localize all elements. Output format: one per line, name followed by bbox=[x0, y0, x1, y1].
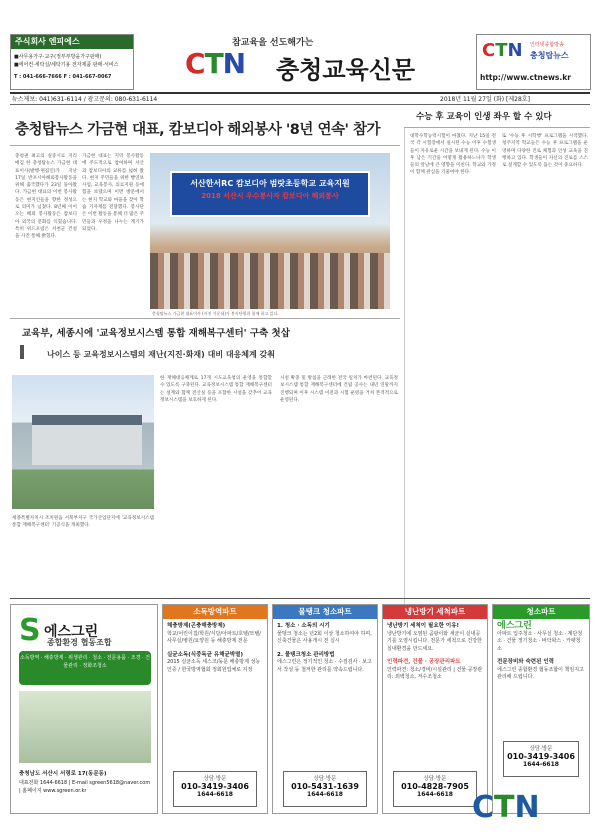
photo-banner bbox=[170, 171, 370, 217]
sgreen-address: 충청남도 서산시 서령로 17(동문동) bbox=[19, 771, 107, 777]
photo-banner-bottom: 2018 서산시 우수봉사자 캄보디아 해외봉사 bbox=[201, 192, 339, 200]
article2-rule bbox=[10, 318, 400, 319]
box-text2: 인력파견: 청소/경비/시설관리 | 건물·공장관리: 외벽청소, 저수조청소 bbox=[387, 666, 483, 680]
issue-date: 2018년 11월 27일 (화) [제28호] bbox=[440, 96, 530, 103]
box-text2: 에스그린은 정기적인 청소 · 수질검사 · 보고서 작성 등 철저한 관리를 약속드립니다. bbox=[277, 659, 372, 673]
info-rule bbox=[10, 104, 590, 105]
side-col2: 또 '수능 후 시학행' 프로그램을 시작했다. 청주지역 학교들은 수능 후 프로그램을 운영하며 다양한 진로 체험과 인성 교육을 진행하고 있다. 학생들이 자신의 진로를 스스로 설계할 수 있도록 돕는 것이 중요하다. bbox=[502, 134, 588, 169]
box-title2: 2. 물탱크청소 관리방법 bbox=[277, 651, 335, 658]
ad-box-disinfection[interactable] bbox=[162, 604, 268, 814]
building-render bbox=[32, 415, 142, 465]
box-phone[interactable]: 상담·방문 010-4828-7905 1644-6618 bbox=[393, 771, 477, 807]
article2-col3: 시설 확충 및 방침을 근래한 전국 일치가 마련된다. 교육정보시스템 통합 재해복구센터에 건립 공사는 내년 연말까지 진행되며 이후 시스템 이전과 시험 운영을 거쳐 본격적으로 운영된다. bbox=[280, 376, 398, 403]
box-header: 소독방역파트 bbox=[163, 605, 267, 619]
sgreen-contacts: 대표전화 1644-6618 | E-mail sgreen5618@naver.com | 홈페이지 www.sgreen.or.kr bbox=[19, 780, 151, 794]
article1-col2: 가금현 대표는 지역 봉사활동에 주도적으로 참여하며 서산과 캄보디아의 교류를 넓혀 왔다. 현지 주민들을 위한 빵연보 사업, 교육봉사, 의료지원 등에 힘을 보탰으며 이번 방문에서는 현지 학교와 마을을 찾아 학습 기자재를 전달했다. 봉사단은 이번 활동을 통해 더 많은 주민들과 우정을 나누는 계기가 되었다. bbox=[82, 154, 144, 232]
sgreen-logo-icon: S bbox=[19, 613, 41, 648]
ad-rule bbox=[10, 598, 590, 599]
ctnews-name: 충청탑뉴스 bbox=[530, 51, 569, 60]
ad-nps-line1: ■사무용가구·교구(정부부방을가구판매) bbox=[14, 54, 102, 60]
article2-subhead: 나이스 등 교육정보시스템의 재난(지진·화재) 대비 대응체계 갖춰 bbox=[47, 350, 275, 359]
footer-ctn-logo: CTN bbox=[472, 790, 540, 825]
subhead-bar bbox=[20, 345, 24, 359]
box-text: 아파트 입주청소 · 사무실 청소 · 계단청소 · 건물 정기청소 · 바닥왁스 · 카펫청소 bbox=[497, 630, 583, 652]
side-headline[interactable]: 수능 후 교육이 인생 좌우 할 수 있다 bbox=[416, 112, 552, 122]
ad-box-watertank[interactable] bbox=[272, 604, 378, 814]
article2-col1: 세종특별자치시 조치원읍 서북부지구 국가산업단지에 '교육정보시스템 통합 재해복구센터' 기공식을 개최했다. bbox=[12, 516, 154, 529]
box-text: 학교/어린이집/학원/식당/아파트/호텔/모텔/사무실/병원/요양원 등 해충방제 전문 bbox=[167, 630, 261, 644]
box-phone[interactable]: 상담·방문 010-3419-3406 1644-6618 bbox=[503, 741, 579, 777]
ad-nps-phone: T : 041-666-7666 F : 041-667-0067 bbox=[14, 74, 112, 80]
box-header: 물탱크 청소파트 bbox=[273, 605, 377, 619]
ctnews-url[interactable]: http://www.ctnews.kr bbox=[480, 73, 571, 82]
ad-nps[interactable] bbox=[10, 34, 134, 90]
sgreen-title: 에스그린 bbox=[44, 624, 99, 640]
ad-sgreen[interactable] bbox=[10, 604, 158, 814]
ctn-logo: CTN bbox=[185, 47, 246, 80]
article2-col2: 한 재해대응체계로 17개 시도교육청의 운영을 통합할 수 있도록 구축된다. 교육정보시스템 통합 재해복구센터는 설계와 함께 전산실 등을 포함한 시설을 갖추어 교육정보시스템을 보호하게 된다. bbox=[160, 376, 272, 403]
article1-headline[interactable]: 충청탑뉴스 가금현 대표, 캄보디아 해외봉사 '8년 연속' 참가 bbox=[15, 122, 380, 138]
article1-rule bbox=[10, 145, 400, 146]
ad-box-aircon[interactable] bbox=[382, 604, 488, 814]
article2-photo[interactable] bbox=[12, 375, 154, 509]
sgreen-services: 소독방역 · 해충방제 · 위생관리 · 청소 · 전문용품 · 조경 · 건물관리 · 정화조청소 bbox=[19, 651, 151, 685]
masthead-slogan: 참교육을 선도해가는 bbox=[232, 38, 314, 48]
box-title: 냉난방기 세척이 필요한 이유! bbox=[387, 623, 460, 629]
newspaper-title: 충청교육신문 bbox=[276, 55, 416, 84]
box-title: 1. 청소 · 소독의 시기 bbox=[277, 623, 330, 629]
box-title2: 인력파견, 건물 · 공장관리파트 bbox=[387, 659, 461, 665]
article1-caption: 충청탑뉴스 가금현 대표이사 (사진 가운데)가 봉사단원과 함께 하고 있다. bbox=[152, 311, 279, 316]
box-phone[interactable]: 상담·방문 010-3419-3406 1644-6618 bbox=[173, 771, 257, 807]
box-header: 청소파트 bbox=[493, 605, 589, 619]
article1-col1: 충청권 최고의 실증시료 지리매김 한 충청탑뉴스 가금현 대표이사(발행·편집인)가 지난 17일 반포시아해외봉사활동을 위해 출국했다가 23일 돌아왔다. 가금현 대표의 이번 봉사활동은 현지인들을 향한 정성으로 의미가 넘쳤다. 8년째 이어오는 해외 봉사활동은 캄보디아 외국의 문화를 익혔습니다. 특히 위드포럼은 서천군 건설을 사진 통해 밝혔다. bbox=[15, 154, 77, 240]
box-text: 물탱크 청소는 년2회 이상 청소하여야 하며, 신축건물은 사용개시 전 실시 bbox=[277, 630, 372, 644]
side-rule bbox=[404, 127, 590, 128]
box-text: 냉난방기에 오염된 곰팡이와 세균이 실내공기를 오염시킵니다. 전문가 세척으로 건강한 실내환경을 만드세요. bbox=[387, 630, 482, 652]
side-col1: 대학수학능력시험이 마쳤다. 지난 15일 전국 각 시험장에서 실시된 수능 이후 수험생들이 자유로운 시간을 보내게 된다. 수능 이후 남은 기간을 어떻게 활용하느냐가 학생들의 앞날에 큰 영향을 미친다. 학교와 가정이 함께 관심을 기울여야 한다. bbox=[410, 134, 496, 176]
article2-headline[interactable]: 교육부, 세종시에 '교육정보시스템 통합 재해복구센터' 구축 첫삽 bbox=[22, 328, 290, 339]
box-text2: 에스그린 종합환경 협동조합이 책임지고 관리해 드립니다. bbox=[497, 666, 584, 680]
box-title2: 전문장비와 숙련된 인력 bbox=[497, 659, 554, 665]
article1-photo[interactable] bbox=[150, 153, 390, 309]
sgreen-subtitle: 종합환경 협동조합 bbox=[47, 638, 112, 647]
sgreen-photo bbox=[19, 691, 151, 763]
photo-banner-top: 서산한서RC 캄보디아 범랏초등학교 교육지원 bbox=[190, 179, 350, 188]
box-header: 냉난방기 세척파트 bbox=[383, 605, 487, 619]
box-title: 에스그린 bbox=[497, 621, 532, 631]
ad-nps-line2: ■에어컨·세탁실/세탁기용 전자제품 판매·서비스 bbox=[14, 62, 119, 68]
ad-box-cleaning[interactable] bbox=[492, 604, 590, 814]
photo-people bbox=[150, 253, 390, 309]
ctnews-tagline: 인터넷종합방송 bbox=[530, 42, 564, 48]
box-title2: 실균소독(식중독균 유해균박멸) bbox=[167, 651, 244, 658]
ad-nps-company: 주식회사 엔피에스 bbox=[11, 35, 133, 49]
box-text2: 2015 실균소독 세스코/동문 해충방제 성능 인증 / 한국방역협회 정회원업체로 지정 bbox=[167, 659, 261, 673]
ctnews-logo: CTN bbox=[482, 40, 523, 61]
box-phone[interactable]: 상담·방문 010-5431-1639 1644-6618 bbox=[283, 771, 367, 807]
contact-info: 뉴스제보: 041)631-6114 / 광고문의: 080-631-6114 bbox=[12, 96, 158, 103]
box-title: 해충방제(곤충해충방제) bbox=[167, 623, 226, 629]
